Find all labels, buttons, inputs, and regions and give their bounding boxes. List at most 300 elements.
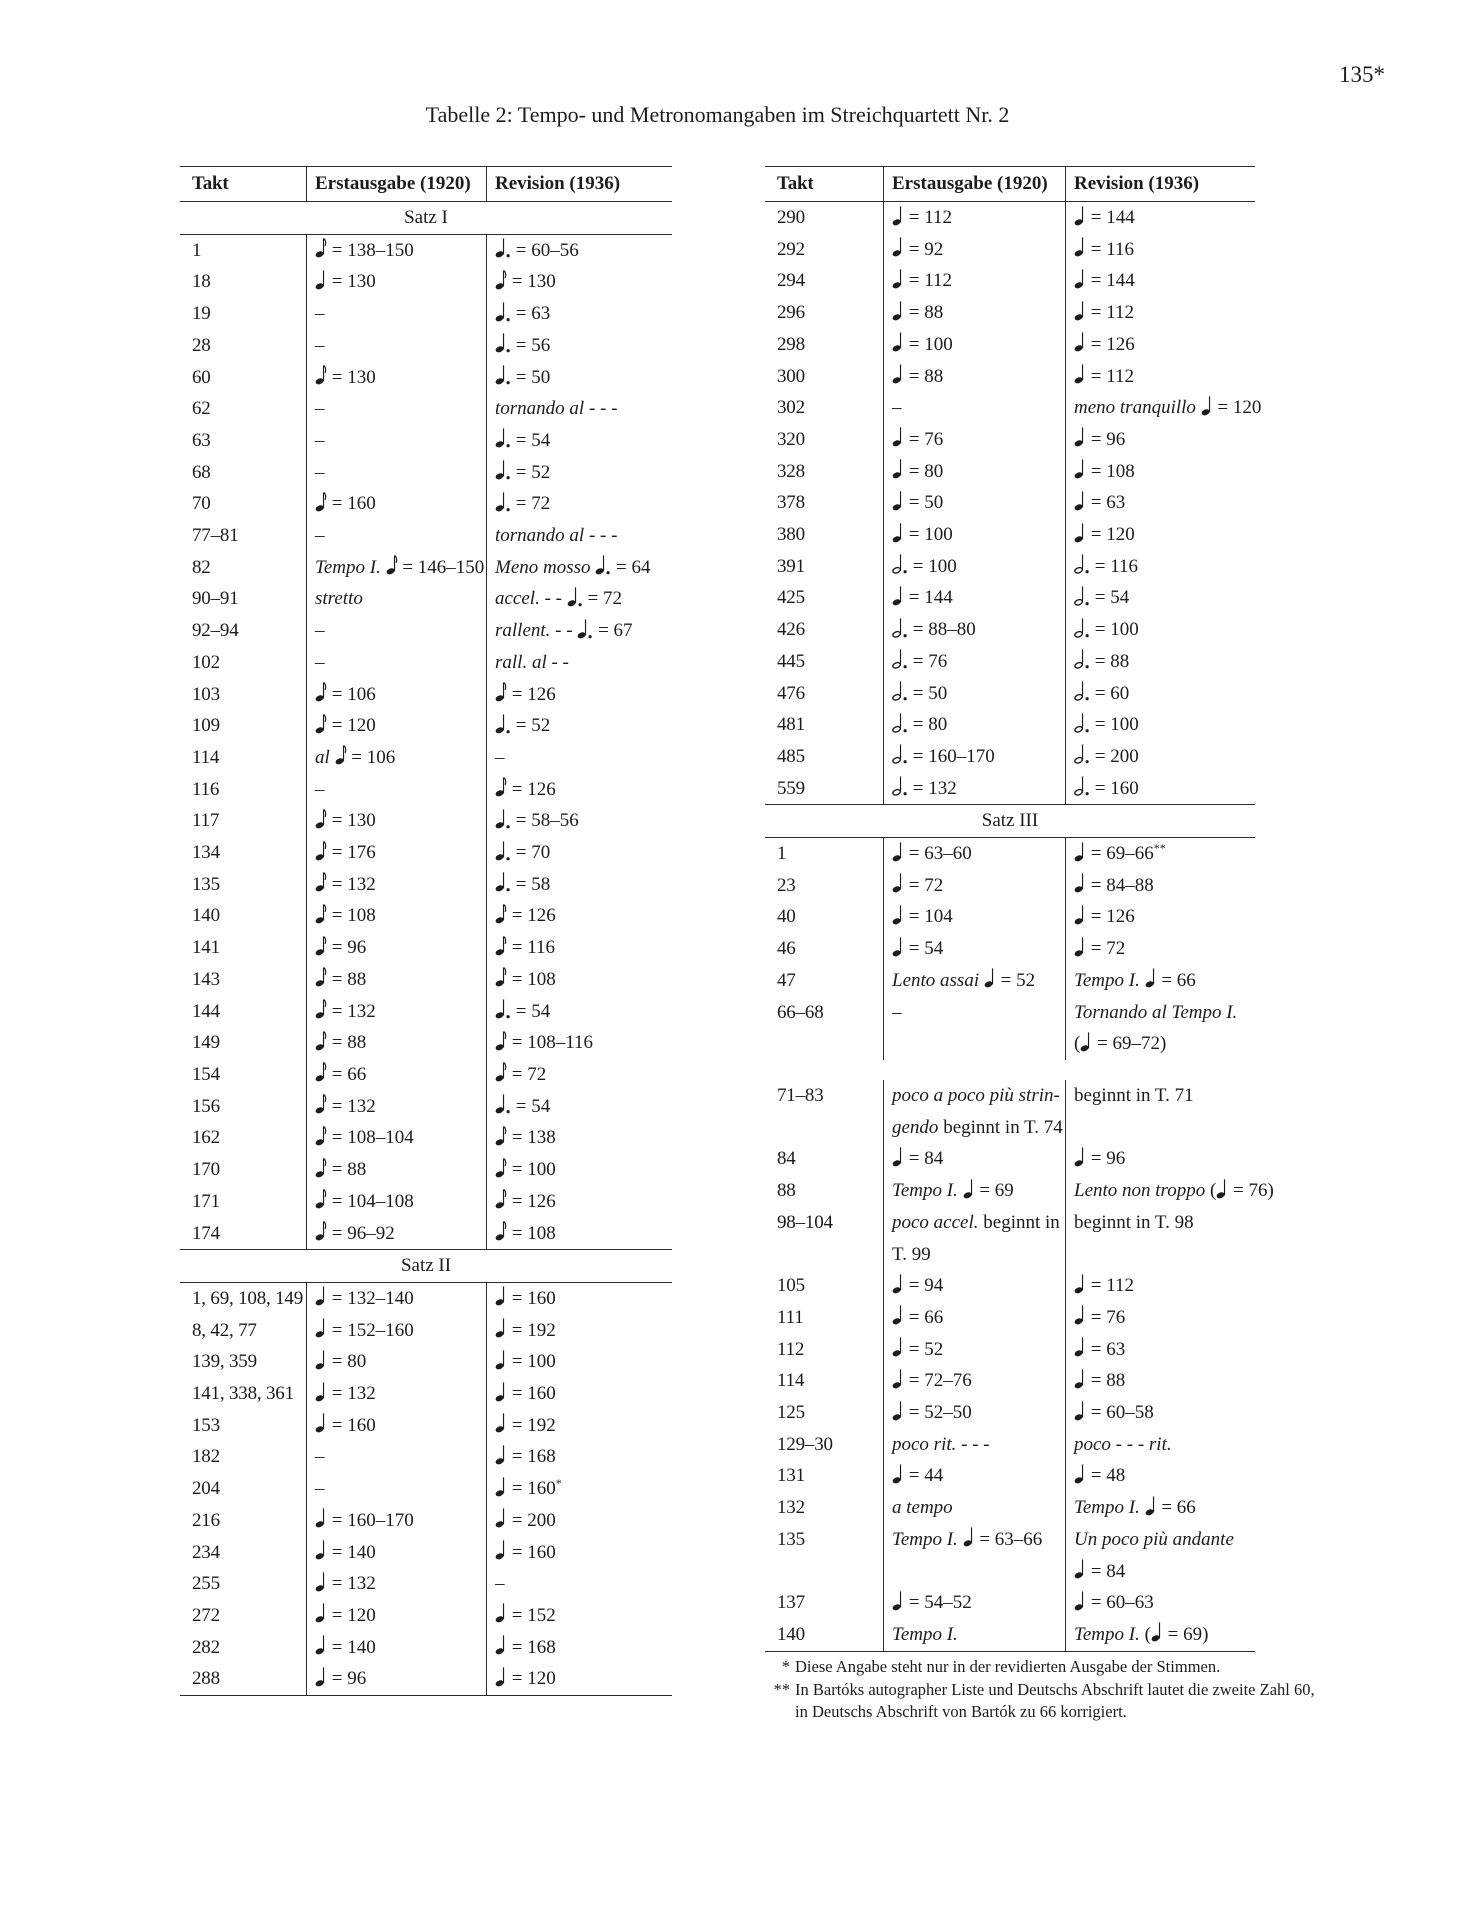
column-header-2: Revision (1936) [1065,167,1255,201]
table-row [765,1429,1255,1461]
takt-cell: 296 [777,302,805,324]
takt-cell: 481 [777,714,805,736]
quarter-note-icon [1074,203,1086,227]
table-row [765,1619,1255,1651]
quarter-note-icon [315,1505,327,1529]
takt-cell: 132 [777,1497,805,1519]
quarter-note-icon [892,456,904,480]
quarter-note-icon [1074,424,1086,448]
revision-cell: = 108 [486,1218,672,1250]
revision-cell: = 116 [486,932,672,964]
erstausgabe-cell: = 160–170 [306,1505,486,1537]
quarter-note-icon [1074,1461,1086,1485]
erstausgabe-cell: – [306,330,486,362]
table-row [765,741,1255,773]
dotted-half-note-icon [1074,741,1090,765]
quarter-note-icon [892,329,904,353]
table-row [180,615,672,647]
table-row [180,900,672,932]
revision-cell: = 72 [486,1059,672,1091]
quarter-note-icon [1080,1029,1092,1053]
revision-cell: tornando al - - - [486,393,672,425]
revision-cell: = 144 [1065,202,1255,234]
revision-cell: = 54 [486,996,672,1028]
dotted-quarter-note-icon [567,584,583,608]
table-row [765,1492,1255,1524]
eighth-note-icon [315,1123,327,1147]
quarter-note-icon [892,298,904,322]
table-row [765,424,1255,456]
table-row [765,519,1255,551]
quarter-note-icon [1074,266,1086,290]
table-row [180,583,672,615]
takt-cell: 60 [192,366,211,388]
table-row [180,393,672,425]
erstausgabe-cell: = 112 [883,202,1065,234]
erstausgabe-cell: – [306,298,486,330]
revision-cell: = 126 [1065,901,1255,933]
erstausgabe-cell: = 88 [306,964,486,996]
takt-cell: 71–83 [777,1084,824,1106]
takt-cell: 425 [777,587,805,609]
quarter-note-icon [315,1664,327,1688]
revision-cell: Meno mosso = 64 [486,552,672,584]
erstausgabe-cell: = 88–80 [883,614,1065,646]
dotted-half-note-icon [892,678,908,702]
table-row [180,1122,672,1154]
dotted-quarter-note-icon [495,457,511,481]
revision-cell: = 60–56 [486,235,672,267]
dotted-half-note-icon [1074,551,1090,575]
dotted-half-note-icon [1074,773,1090,797]
table-row [765,901,1255,933]
erstausgabe-cell: stretto [306,583,486,615]
erstausgabe-cell: = 112 [883,265,1065,297]
quarter-note-icon [495,1664,507,1688]
table-row [765,1080,1255,1143]
eighth-note-icon [495,1123,507,1147]
revision-cell: = 112 [1065,361,1255,393]
table-row [765,646,1255,678]
erstausgabe-cell: poco rit. - - - [883,1429,1065,1461]
takt-cell: 320 [777,428,805,450]
table-row [180,837,672,869]
erstausgabe-cell: – [883,392,1065,424]
erstausgabe-cell: – [306,1441,486,1473]
eighth-note-icon [315,1091,327,1115]
takt-cell: 144 [192,1000,220,1022]
table-row [180,1378,672,1410]
eighth-note-icon [315,838,327,862]
table-row [765,965,1255,997]
takt-cell: 40 [777,906,796,928]
revision-cell: = 200 [1065,741,1255,773]
table-row [180,1441,672,1473]
dotted-quarter-note-icon [595,552,611,576]
takt-cell: 380 [777,524,805,546]
erstausgabe-cell: = 132 [306,1568,486,1600]
erstausgabe-cell: = 100 [883,551,1065,583]
takt-cell: 77–81 [192,525,239,547]
revision-cell: = 63 [1065,487,1255,519]
column-header-0: Takt [192,173,229,194]
erstausgabe-cell: = 50 [883,487,1065,519]
table-row [180,1315,672,1347]
table-row [765,361,1255,393]
revision-cell: = 63 [1065,1334,1255,1366]
quarter-note-icon [495,1474,507,1498]
takt-cell: 378 [777,492,805,514]
column-header-1: Erstausgabe (1920) [306,167,486,201]
revision-cell: = 96 [1065,1143,1255,1175]
takt-cell: 66–68 [777,1001,824,1023]
takt-cell: 109 [192,715,220,737]
table-row [180,679,672,711]
quarter-note-icon [1074,1302,1086,1326]
erstausgabe-cell: Tempo I. = 146–150 [306,552,486,584]
erstausgabe-cell: = 130 [306,362,486,394]
table-row [180,552,672,584]
takt-cell: 82 [192,556,211,578]
table-row [765,933,1255,965]
eighth-note-icon [386,552,398,576]
erstausgabe-cell: = 120 [306,710,486,742]
erstausgabe-cell: – [306,425,486,457]
revision-cell: = 60–63 [1065,1587,1255,1619]
takt-cell: 140 [192,905,220,927]
takt-cell: 154 [192,1063,220,1085]
erstausgabe-cell: = 52–50 [883,1397,1065,1429]
takt-cell: 302 [777,397,805,419]
eighth-note-icon [495,1218,507,1242]
quarter-note-icon [1074,488,1086,512]
table-row [180,1346,672,1378]
erstausgabe-cell: – [306,1473,486,1505]
revision-cell: = 138 [486,1122,672,1154]
takt-cell: 288 [192,1668,220,1690]
dotted-quarter-note-icon [495,996,511,1020]
table-row [765,1334,1255,1366]
erstausgabe-cell: = 144 [883,582,1065,614]
quarter-note-icon [892,934,904,958]
revision-cell: = 126 [486,679,672,711]
erstausgabe-cell: poco accel. beginnt in T. 99 [883,1207,1065,1270]
table-row [765,773,1255,805]
erstausgabe-cell: = 120 [306,1600,486,1632]
table-body [765,202,1262,805]
erstausgabe-cell: – [306,457,486,489]
revision-cell: = 63 [486,298,672,330]
table-row [765,1175,1274,1207]
quarter-note-icon [892,1302,904,1326]
erstausgabe-cell: = 106 [306,679,486,711]
erstausgabe-cell: – [306,520,486,552]
revision-cell: = 72 [486,488,672,520]
takt-cell: 391 [777,555,805,577]
table-row [180,1473,672,1505]
dotted-quarter-note-icon [495,869,511,893]
dotted-half-note-icon [1074,646,1090,670]
takt-cell: 62 [192,398,211,420]
eighth-note-icon [315,964,327,988]
quarter-note-icon [1074,234,1086,258]
takt-cell: 290 [777,207,805,228]
revision-cell: = 54 [1065,582,1255,614]
table-body [180,1283,672,1696]
revision-cell: = 168 [486,1632,672,1664]
takt-cell: 92–94 [192,620,239,642]
revision-cell: rallent. - - = 67 [486,615,672,647]
revision-cell: = 126 [1065,329,1255,361]
quarter-note-icon [315,1600,327,1624]
table-row [180,266,672,298]
revision-cell: = 100 [1065,614,1255,646]
quarter-note-icon [495,1537,507,1561]
takt-cell: 1 [777,843,787,865]
revision-cell: = 160* [486,1473,672,1505]
eighth-note-icon [495,1059,507,1083]
eighth-note-icon [495,267,507,291]
erstausgabe-cell: = 132 [306,869,486,901]
revision-cell: = 200 [486,1505,672,1537]
takt-cell: 292 [777,238,805,260]
takt-cell: 135 [777,1528,805,1550]
erstausgabe-cell: = 132 [306,1378,486,1410]
quarter-note-icon [495,1505,507,1529]
quarter-note-icon [495,1410,507,1434]
takt-cell: 141 [192,937,220,959]
erstausgabe-cell: = 96 [306,932,486,964]
quarter-note-icon [315,1347,327,1371]
quarter-note-icon [1074,1398,1086,1422]
quarter-note-icon [1074,1588,1086,1612]
erstausgabe-cell: = 96 [306,1663,486,1695]
quarter-note-icon [984,965,996,989]
eighth-note-icon [315,1059,327,1083]
revision-cell: Tornando al Tempo I. ( = 69–72) [1065,997,1255,1060]
tempo-table-right [765,166,1274,1652]
quarter-note-icon [1074,1144,1086,1168]
eighth-note-icon [495,1028,507,1052]
eighth-note-icon [495,1186,507,1210]
erstausgabe-cell: = 80 [306,1346,486,1378]
erstausgabe-cell: Tempo I. = 69 [883,1175,1065,1207]
revision-cell: = 54 [486,1091,672,1123]
takt-cell: 1, 69, 108, 149 [192,1287,304,1309]
erstausgabe-cell: = 132 [306,1091,486,1123]
takt-cell: 149 [192,1032,220,1054]
table-header-row [765,166,1255,202]
eighth-note-icon [315,1155,327,1179]
takt-cell: 234 [192,1541,220,1563]
table-row [180,330,672,362]
table-row [180,425,672,457]
dotted-quarter-note-icon [495,330,511,354]
table-row [180,1632,672,1664]
erstausgabe-cell: = 140 [306,1632,486,1664]
erstausgabe-cell: = 132 [883,773,1065,805]
revision-cell: tornando al - - - [486,520,672,552]
revision-cell: = 54 [486,425,672,457]
quarter-note-icon [315,1283,327,1307]
footnote [763,1679,1323,1724]
quarter-note-icon [892,234,904,258]
quarter-note-icon [892,266,904,290]
takt-cell: 47 [777,969,796,991]
table-row [180,647,672,679]
table-row [180,520,672,552]
quarter-note-icon [1074,934,1086,958]
quarter-note-icon [495,1632,507,1656]
revision-cell: = 130 [486,266,672,298]
table-row [765,1397,1255,1429]
revision-cell: – [486,742,672,774]
revision-cell: = 152 [486,1600,672,1632]
quarter-note-icon [1074,456,1086,480]
takt-cell: 426 [777,619,805,641]
quarter-note-icon [892,203,904,227]
table-row [765,1270,1255,1302]
erstausgabe-cell: = 92 [883,234,1065,266]
revision-cell: rall. al - - [486,647,672,679]
erstausgabe-cell: = 84 [883,1143,1065,1175]
revision-cell: = 60 [1065,678,1255,710]
revision-cell: = 160 [1065,773,1255,805]
takt-cell: 90–91 [192,588,239,610]
table-row [765,709,1255,741]
quarter-note-icon [315,1632,327,1656]
eighth-note-icon [315,806,327,830]
takt-cell: 98–104 [777,1211,833,1233]
quarter-note-icon [1074,361,1086,385]
table-row [180,298,672,330]
revision-cell: Tempo I. ( = 69) [1065,1619,1255,1651]
revision-cell: = 112 [1065,297,1255,329]
quarter-note-icon [315,267,327,291]
quarter-note-icon [1074,1334,1086,1358]
quarter-note-icon [892,1588,904,1612]
quarter-note-icon [1151,1619,1163,1643]
revision-cell: Un poco più andante = 84 [1065,1524,1255,1587]
quarter-note-icon [892,1271,904,1295]
table-row [180,1505,672,1537]
takt-cell: 116 [192,778,220,800]
dotted-half-note-icon [1074,678,1090,702]
eighth-note-icon [315,1218,327,1242]
revision-cell: = 48 [1065,1460,1255,1492]
eighth-note-icon [315,711,327,735]
table-row [765,1302,1255,1334]
erstausgabe-cell: a tempo [883,1492,1065,1524]
dotted-half-note-icon [1074,710,1090,734]
quarter-note-icon [892,1398,904,1422]
quarter-note-icon [963,1524,975,1548]
erstausgabe-cell: = 130 [306,805,486,837]
erstausgabe-cell: al = 106 [306,742,486,774]
revision-cell: Tempo I. = 66 [1065,1492,1255,1524]
table-row [180,488,672,520]
revision-cell: = 120 [1065,519,1255,551]
revision-cell: beginnt in T. 98 [1065,1207,1255,1270]
erstausgabe-cell: – [306,774,486,806]
erstausgabe-cell: = 140 [306,1537,486,1569]
page-number: 135* [1339,62,1385,87]
table-row [765,297,1255,329]
table-row [765,1207,1255,1270]
revision-cell: = 160 [486,1378,672,1410]
quarter-note-icon [1145,1493,1157,1517]
erstausgabe-cell: = 132 [306,996,486,1028]
erstausgabe-cell: = 104–108 [306,1186,486,1218]
takt-cell: 131 [777,1465,805,1487]
takt-cell: 84 [777,1148,796,1170]
takt-cell: 298 [777,333,805,355]
revision-cell: = 58 [486,869,672,901]
revision-cell: = 116 [1065,551,1255,583]
revision-cell: = 56 [486,330,672,362]
quarter-note-icon [892,361,904,385]
dotted-half-note-icon [892,773,908,797]
eighth-note-icon [495,901,507,925]
erstausgabe-cell: = 88 [883,297,1065,329]
quarter-note-icon [495,1283,507,1307]
quarter-note-icon [315,1569,327,1593]
quarter-note-icon [963,1176,975,1200]
table-row [180,1027,672,1059]
erstausgabe-cell: – [306,647,486,679]
section-header: Satz II [180,1250,672,1283]
takt-cell: 125 [777,1402,805,1424]
dotted-quarter-note-icon [495,711,511,735]
dotted-quarter-note-icon [495,362,511,386]
erstausgabe-cell: = 88 [306,1154,486,1186]
takt-cell: 105 [777,1275,805,1297]
table-row [180,932,672,964]
table-row [180,1410,672,1442]
quarter-note-icon [1145,965,1157,989]
revision-cell: = 88 [1065,646,1255,678]
erstausgabe-cell: Tempo I. = 63–66 [883,1524,1065,1587]
erstausgabe-cell: = 94 [883,1270,1065,1302]
table-header-row [180,166,672,202]
revision-cell: = 100 [1065,709,1255,741]
revision-cell: Tempo I. = 66 [1065,965,1255,997]
dotted-quarter-note-icon [495,489,511,513]
quarter-note-icon [1074,520,1086,544]
footnote-ref: * [555,1476,562,1491]
table-row [765,392,1262,424]
table-row [765,614,1255,646]
quarter-note-icon [315,1379,327,1403]
dotted-half-note-icon [892,615,908,639]
table-row [180,1663,672,1695]
dotted-half-note-icon [892,646,908,670]
eighth-note-icon [335,742,347,766]
footnotes [763,1656,1323,1724]
takt-cell: 139, 359 [192,1351,257,1373]
revision-cell: = 88 [1065,1365,1255,1397]
table-row [765,678,1255,710]
erstausgabe-cell: – [306,393,486,425]
eighth-note-icon [315,1028,327,1052]
takt-cell: 559 [777,777,805,799]
dotted-half-note-icon [892,551,908,575]
table-row [765,1587,1255,1619]
dotted-quarter-note-icon [495,838,511,862]
table-row [765,997,1255,1080]
erstausgabe-cell: = 80 [883,709,1065,741]
takt-cell: 28 [192,334,211,356]
